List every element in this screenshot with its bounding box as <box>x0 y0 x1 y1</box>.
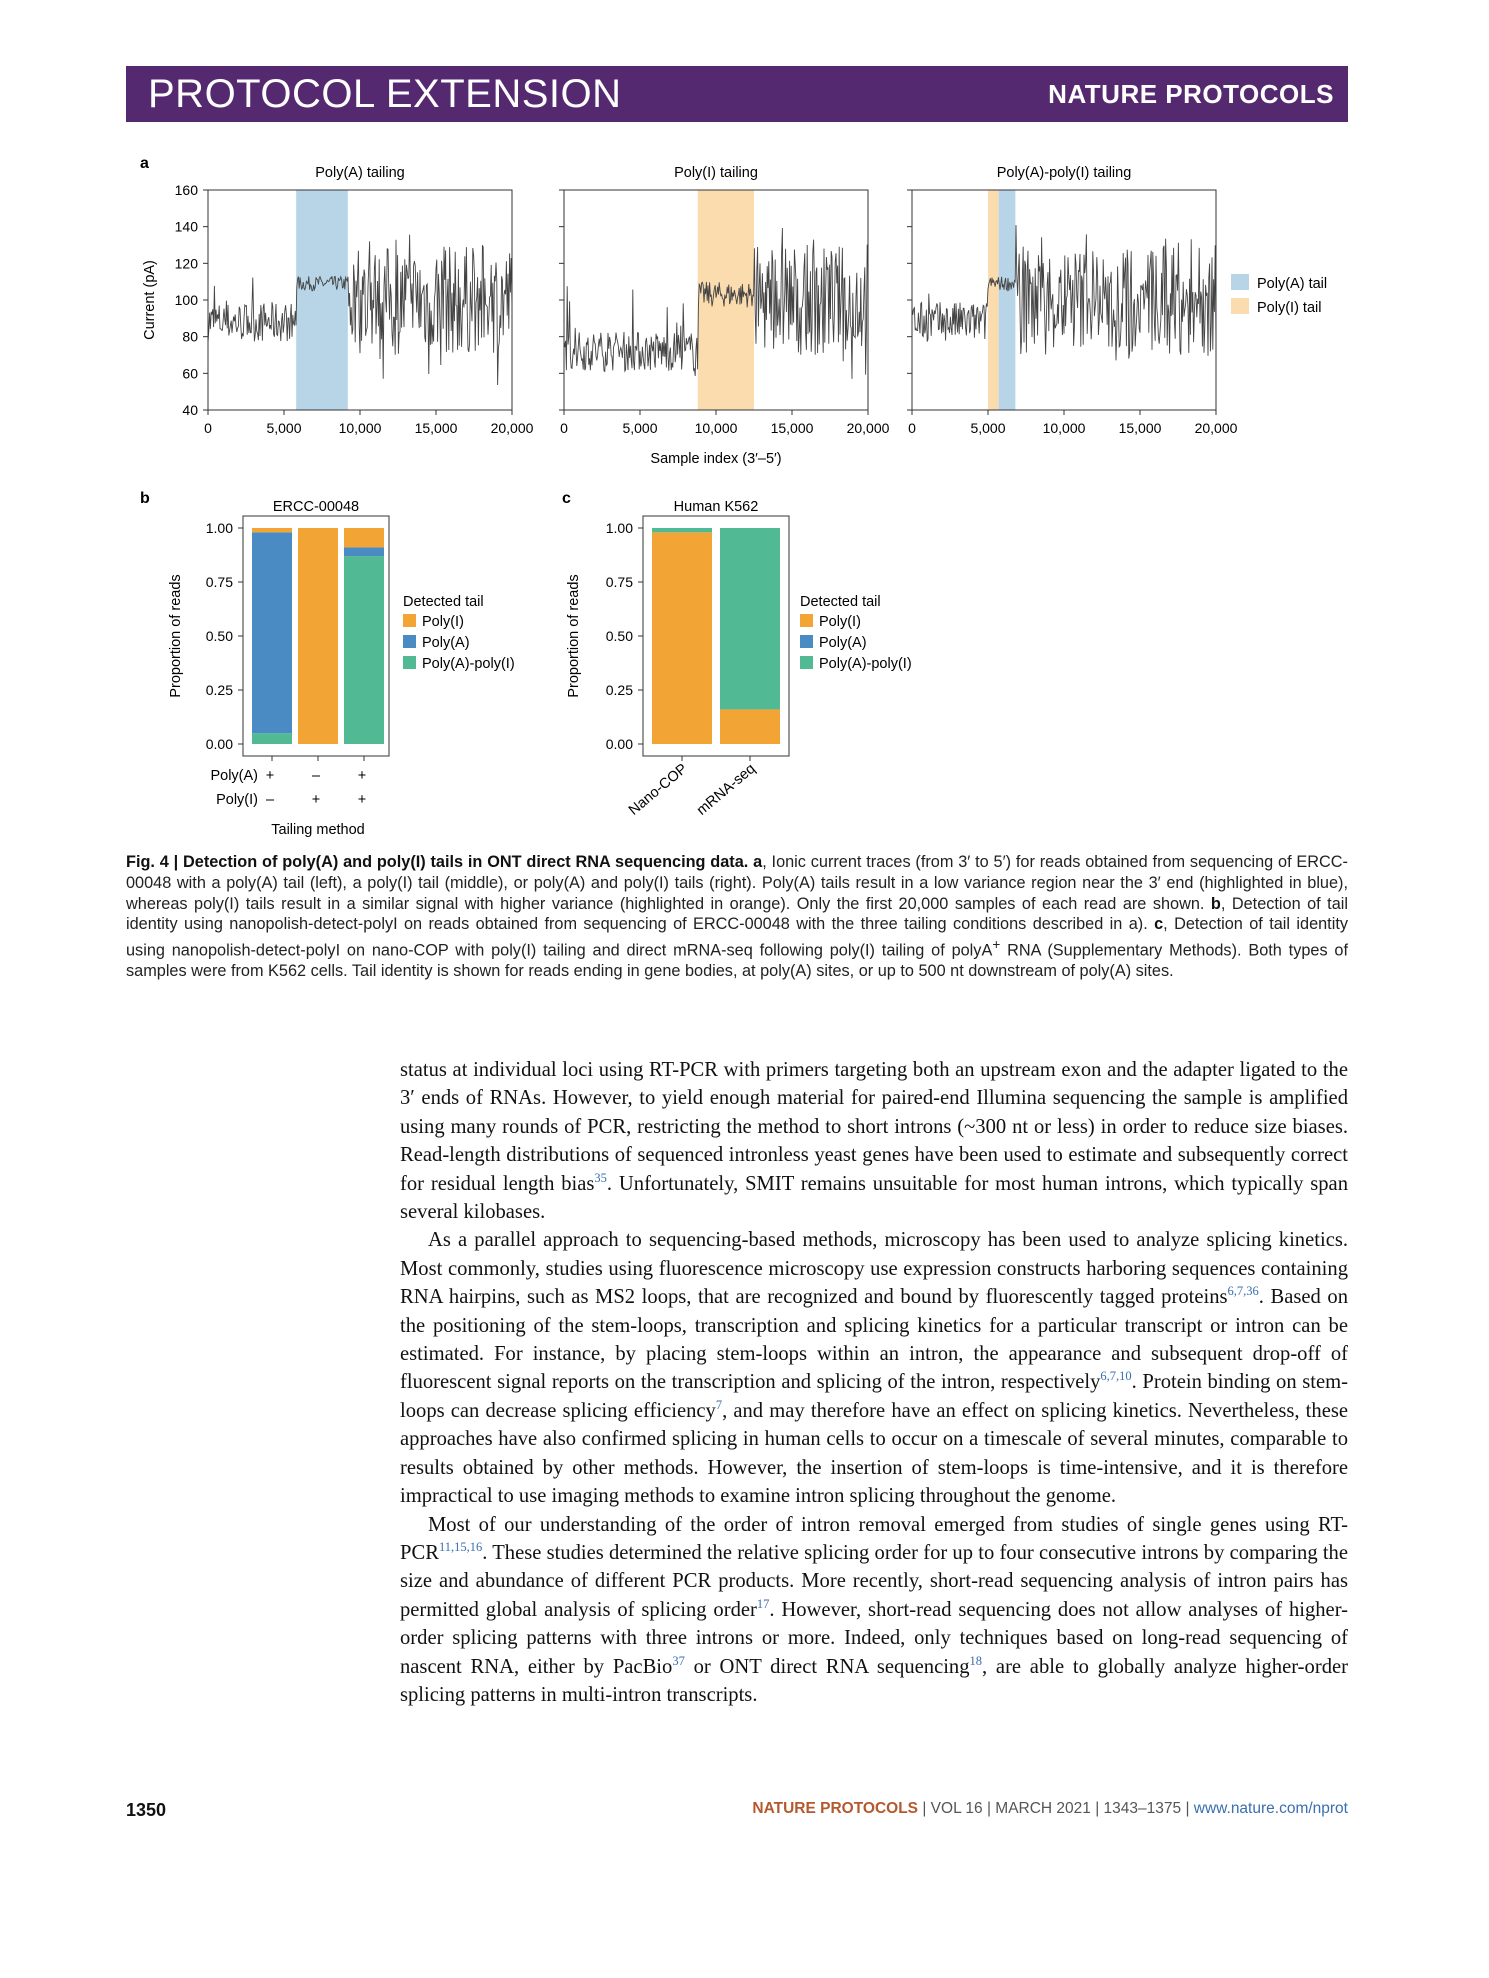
bar-segment <box>652 528 712 532</box>
y-tick-label: 60 <box>182 365 198 382</box>
x-tick-label: 20,000 <box>1194 420 1238 436</box>
bar-segment <box>652 532 712 744</box>
row-label: Poly(I) <box>216 792 258 808</box>
caption-b-text: , Detection of tail identity using nanopolish-detect-polyI on reads obtained from sequencing of ERCC-00048 with the three tailing conditions described in a). <box>126 894 1348 934</box>
x-tick-label: 10,000 <box>338 420 382 436</box>
reference-link[interactable]: 35 <box>594 1170 607 1185</box>
y-tick-label: 0.75 <box>205 574 233 590</box>
body-text <box>400 1056 1348 1709</box>
caption-title: Fig. 4 | Detection of poly(A) and poly(I) tails in ONT direct RNA sequencing data. <box>126 853 749 871</box>
footer-url[interactable]: www.nature.com/nprot <box>1193 1800 1348 1817</box>
x-tick-label: 15,000 <box>414 420 458 436</box>
footer-journal: NATURE PROTOCOLS <box>752 1800 919 1817</box>
y-tick-label: 0.00 <box>205 736 233 752</box>
caption-c-label: c <box>1154 915 1164 934</box>
caption-c-sup: + <box>992 937 1001 953</box>
y-tick-label: 0.25 <box>605 682 633 698</box>
y-tick-label: 0.00 <box>605 736 633 752</box>
text-run: . Protein binding on stem-loops can decrease splicing efficiency <box>400 1371 1348 1422</box>
bar-segment <box>720 528 780 709</box>
y-tick-label: 0.75 <box>605 574 633 590</box>
y-tick-label: 140 <box>174 218 198 235</box>
y-tick-label: 120 <box>174 255 198 272</box>
x-axis-label: Tailing method <box>271 822 365 838</box>
x-axis-label: Sample index (3′–5′) <box>650 451 782 467</box>
reference-link[interactable]: 17 <box>756 1596 770 1611</box>
journal-name: NATURE PROTOCOLS <box>1048 78 1334 109</box>
tailing-sign: + <box>357 768 367 784</box>
text-run: . These studies determined the relative splicing order for up to four consecutive introns by comparing the size and abundance of different PCR products. More recently, short-read sequencing analysis of intron pairs has permitted global analysis of splicing order <box>400 1541 1348 1621</box>
plot-title: Poly(I) tailing <box>674 165 758 181</box>
legend-swatch <box>800 614 813 627</box>
chart-title: ERCC-00048 <box>272 499 360 515</box>
x-tick-label: 15,000 <box>770 420 814 436</box>
legend-swatch-polyI <box>1231 298 1249 314</box>
panel-label-c: c <box>562 490 571 507</box>
y-tick-label: 1.00 <box>205 520 233 536</box>
text-run: , are able to globally analyze higher-order splicing patterns in multi-intron transcripts. <box>400 1655 1348 1706</box>
x-tick-label: 20,000 <box>846 420 890 436</box>
text-run: Most of our understanding of the order of intron removal emerged from studies of single genes using RT-PCR <box>400 1513 1348 1564</box>
bar-segment <box>298 528 338 744</box>
y-tick-label: 1.00 <box>605 520 633 536</box>
caption-b-label: b <box>1210 894 1221 913</box>
reference-link[interactable]: 6,7,10 <box>1100 1369 1132 1384</box>
category-label: Nano-COP <box>625 760 691 819</box>
caption-a-label: a <box>753 853 763 871</box>
legend-label: Poly(A) <box>422 635 470 651</box>
category-label: mRNA-seq <box>693 760 759 819</box>
footer-details: | VOL 16 | MARCH 2021 | 1343–1375 | <box>918 1800 1194 1817</box>
x-tick-label: 15,000 <box>1118 420 1162 436</box>
x-tick-label: 10,000 <box>1042 420 1086 436</box>
text-run: , and may therefore have an effect on splicing kinetics. Nevertheless, these approaches have also confirmed splicing in human cells to occur on a timescale of several minutes, comparable to results obtained by other methods. However, the insertion of stem-loops is time-intensive, and it is therefore impractical to use imaging methods to examine intron splicing throughout the genome. <box>400 1399 1348 1508</box>
tailing-sign: – <box>265 792 275 808</box>
y-tick-label: 160 <box>174 182 198 198</box>
text-run: or ONT direct RNA sequencing <box>684 1655 970 1678</box>
current-trace <box>912 225 1216 360</box>
bar-segment <box>720 709 780 744</box>
legend-label: Poly(A) <box>819 635 867 651</box>
legend-swatch <box>403 635 416 648</box>
page-number: 1350 <box>126 1800 167 1820</box>
y-tick-label: 100 <box>174 292 198 308</box>
legend-swatch <box>403 614 416 627</box>
text-run: . Based on the positioning of the stem-loops, transcription and splicing kinetics for a particular transcript or intron can be estimated. For instance, by placing stem-loops within an intron, the appearance and subsequent drop-off of fluorescent signal reports on the transcription and splicing of the intron, respectively <box>400 1286 1348 1394</box>
bar-segment <box>252 528 292 532</box>
tailing-sign: + <box>311 792 321 808</box>
x-tick-label: 0 <box>908 420 916 436</box>
caption-a-text: , Ionic current traces (from 3′ to 5′) for reads obtained from sequencing of ERCC-00048 with a poly(A) tail (left), a poly(I) tail (middle), or poly(A) and poly(I) tails (right). Poly(A) tails result in a low variance region near the 3′ end (highlighted in blue), whereas poly(I) tails result in a similar signal with higher variance (highlighted in orange). Only the first 20,000 samples of each read are shown. <box>126 853 1348 913</box>
plot-title: Poly(A) tailing <box>315 165 405 181</box>
chart-title: Human K562 <box>673 499 759 515</box>
tail-region <box>988 190 999 410</box>
bar-segment <box>252 532 292 733</box>
bar-segment <box>344 556 384 744</box>
tail-region <box>698 190 754 410</box>
tailing-sign: + <box>357 792 367 808</box>
reference-link[interactable]: 7 <box>715 1398 723 1413</box>
tailing-sign: + <box>265 768 275 784</box>
legend-swatch-polyA <box>1231 274 1249 290</box>
tailing-sign: – <box>311 768 321 784</box>
figure-caption <box>126 852 1348 982</box>
y-tick-label: 40 <box>182 402 198 418</box>
figure-4 <box>0 0 1489 850</box>
text-run: . However, short-read sequencing does not allow analyses of higher-order splicing patterns with three introns or more. Indeed, only techniques based on long-read sequencing of nascent RNA, either by PacBio <box>400 1598 1349 1678</box>
legend-label: Poly(I) <box>422 614 464 630</box>
legend-label: Poly(A)-poly(I) <box>819 656 912 672</box>
bar-segment <box>252 733 292 744</box>
x-tick-label: 0 <box>560 420 568 436</box>
y-tick-label: 0.25 <box>205 682 233 698</box>
panel-label-b: b <box>140 490 150 507</box>
paragraph-1 <box>400 1056 1348 1226</box>
text-run: . Unfortunately, SMIT remains unsuitable for most human introns, which typically span several kilobases. <box>400 1172 1348 1224</box>
reference-link[interactable]: 11,15,16 <box>438 1540 483 1555</box>
caption-c-text2: RNA (Supplementary Methods). Both types of samples were from K562 cells. Tail identity is shown for reads ending in gene bodies, at poly(A) sites, or up to 500 nt downstream of poly(A) sites. <box>126 941 1348 981</box>
row-label: Poly(A) <box>210 768 258 784</box>
y-tick-label: 0.50 <box>205 628 233 644</box>
tail-region <box>999 190 1016 410</box>
x-tick-label: 5,000 <box>266 420 302 436</box>
reference-link[interactable]: 37 <box>672 1653 685 1668</box>
x-tick-label: 20,000 <box>490 420 534 436</box>
y-axis-label: Proportion of reads <box>566 574 582 698</box>
plot-title: Poly(A)-poly(I) tailing <box>996 165 1132 181</box>
y-axis-label: Proportion of reads <box>168 574 184 698</box>
legend-label: Poly(I) tail <box>1257 300 1322 316</box>
x-tick-label: 0 <box>204 420 212 436</box>
text-run: status at individual loci using RT-PCR with primers targeting both an upstream exon and the adapter ligated to the 3′ ends of RNAs. However, to yield enough material for paired-end Illumina sequencing the sample is amplified using many rounds of PCR, restricting the method to short introns (~300 nt or less) in order to reduce size biases. Read-length distributions of sequenced intronless yeast genes have been used to estimate and subsequently correct for residual length bias <box>400 1059 1348 1195</box>
current-trace <box>208 235 512 385</box>
legend-swatch <box>403 656 416 669</box>
footer-citation <box>752 1800 1348 1818</box>
legend-title: Detected tail <box>800 594 881 610</box>
legend-title: Detected tail <box>403 594 484 610</box>
y-axis-label: Current (pA) <box>142 260 158 340</box>
bar-segment <box>344 547 384 556</box>
y-tick-label: 0.50 <box>605 628 633 644</box>
paragraph-3 <box>400 1511 1348 1710</box>
x-tick-label: 5,000 <box>970 420 1006 436</box>
caption-c-text: , Detection of tail identity using nanopolish-detect-polyI on nano-COP with poly(I) tailing and direct mRNA-seq following poly(I) tailing of polyA <box>126 915 1348 960</box>
x-tick-label: 10,000 <box>694 420 738 436</box>
panel-label-a: a <box>140 155 149 172</box>
reference-link[interactable]: 18 <box>969 1653 983 1668</box>
x-tick-label: 5,000 <box>622 420 658 436</box>
reference-link[interactable]: 6,7,36 <box>1227 1284 1259 1299</box>
text-run: As a parallel approach to sequencing-based methods, microscopy has been used to analyze splicing kinetics. Most commonly, studies using fluorescence microscopy use expression constructs harboring sequences containing RNA hairpins, such as MS2 loops, that are recognized and bound by fluorescently tagged proteins <box>400 1229 1348 1309</box>
y-tick-label: 80 <box>182 328 198 345</box>
legend-swatch <box>800 656 813 669</box>
paragraph-2 <box>400 1226 1348 1510</box>
legend-label: Poly(A)-poly(I) <box>422 656 515 672</box>
section-title: PROTOCOL EXTENSION <box>148 71 622 116</box>
legend-label: Poly(I) <box>819 614 861 630</box>
bar-segment <box>344 528 384 547</box>
tail-region <box>296 190 348 410</box>
legend-label: Poly(A) tail <box>1257 276 1328 292</box>
legend-swatch <box>800 635 813 648</box>
